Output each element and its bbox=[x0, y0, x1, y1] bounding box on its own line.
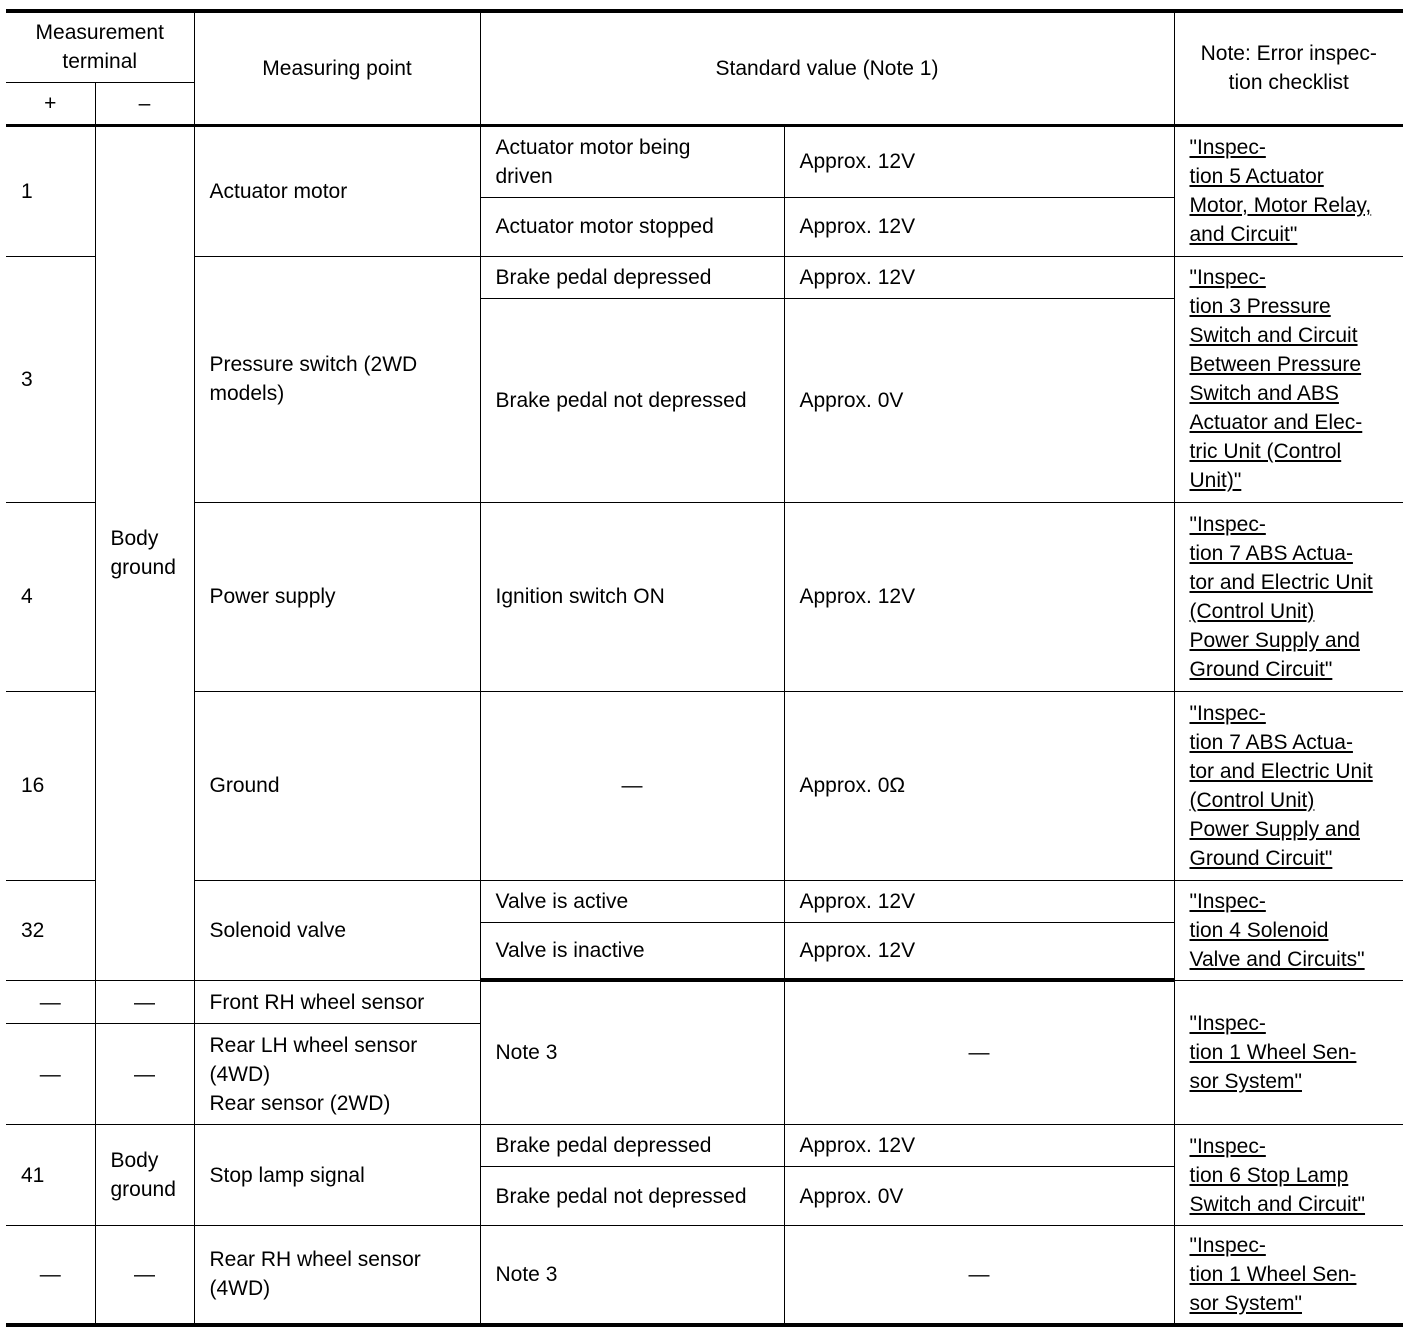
terminal-front-rh-minus: — bbox=[95, 981, 194, 1024]
checklist-link-inspection-1-b[interactable] bbox=[1174, 1226, 1403, 1325]
header-standard-value: Standard value (Note 1) bbox=[480, 11, 1174, 125]
header-minus-terminal: – bbox=[95, 82, 194, 125]
value-rear-rh-none: — bbox=[784, 1226, 1174, 1325]
terminal-rear-lh-plus: — bbox=[6, 1024, 95, 1125]
header-note-checklist: Note: Error inspec- tion checklist bbox=[1174, 11, 1403, 125]
measuring-point-actuator-motor: Actuator motor bbox=[194, 125, 480, 256]
body-ground-41: Body ground bbox=[95, 1125, 194, 1226]
header-measuring-point: Measuring point bbox=[194, 11, 480, 125]
condition-stop-brake-not-depressed: Brake pedal not depressed bbox=[480, 1167, 784, 1226]
value-actuator-stopped: Approx. 12V bbox=[784, 197, 1174, 256]
terminal-rear-lh-minus: — bbox=[95, 1024, 194, 1125]
measuring-point-rear-lh-wheel-sensor: Rear LH wheel sensor (4WD) Rear sensor (2WD) bbox=[194, 1024, 480, 1125]
inspection-7-link-a[interactable]: "Inspec- tion 7 ABS Actua- tor and Electric Unit (Control Unit) Power Supply and Ground Circuit" bbox=[1189, 512, 1373, 681]
value-valve-inactive: Approx. 12V bbox=[784, 922, 1174, 980]
terminal-front-rh-plus: — bbox=[6, 981, 95, 1024]
value-ground: Approx. 0Ω bbox=[784, 691, 1174, 880]
header-measurement-terminal: Measurement terminal bbox=[6, 11, 194, 82]
measuring-point-rear-rh-wheel-sensor: Rear RH wheel sensor (4WD) bbox=[194, 1226, 480, 1325]
checklist-link-inspection-1-a[interactable] bbox=[1174, 981, 1403, 1125]
inspection-1-link-b[interactable]: "Inspec- tion 1 Wheel Sen- sor System" bbox=[1189, 1233, 1357, 1315]
condition-brake-depressed: Brake pedal depressed bbox=[480, 256, 784, 298]
inspection-1-link-a[interactable]: "Inspec- tion 1 Wheel Sen- sor System" bbox=[1189, 1012, 1357, 1093]
inspection-4-link[interactable]: "Inspec- tion 4 Solenoid Valve and Circuits" bbox=[1189, 889, 1365, 971]
condition-rear-rh-note-3: Note 3 bbox=[480, 1226, 784, 1325]
condition-actuator-driven: Actuator motor being driven bbox=[480, 125, 784, 197]
terminal-inspection-table-lower bbox=[6, 980, 1403, 1327]
condition-ignition-on: Ignition switch ON bbox=[480, 502, 784, 691]
terminal-rear-rh-plus: — bbox=[6, 1226, 95, 1325]
terminal-1: 1 bbox=[6, 125, 95, 256]
checklist-link-inspection-4[interactable] bbox=[1174, 880, 1403, 980]
measuring-point-stop-lamp: Stop lamp signal bbox=[194, 1125, 480, 1226]
measuring-point-solenoid-valve: Solenoid valve bbox=[194, 880, 480, 980]
inspection-6-link[interactable]: "Inspec- tion 6 Stop Lamp Switch and Circuit" bbox=[1189, 1134, 1366, 1216]
inspection-3-link[interactable]: "Inspec- tion 3 Pressure Switch and Circuit Between Pressure Switch and ABS Actuator and Elec- tric Unit (Control Unit)" bbox=[1189, 266, 1363, 492]
condition-wheel-note-3: Note 3 bbox=[480, 981, 784, 1125]
condition-valve-inactive: Valve is inactive bbox=[480, 922, 784, 980]
checklist-link-inspection-7-a[interactable] bbox=[1174, 502, 1403, 691]
measuring-point-power-supply: Power supply bbox=[194, 502, 480, 691]
header-plus-terminal: + bbox=[6, 82, 95, 125]
condition-ground-none: — bbox=[480, 691, 784, 880]
body-ground-cell: Body ground bbox=[95, 125, 194, 980]
inspection-7-link-b[interactable]: "Inspec- tion 7 ABS Actua- tor and Electric Unit (Control Unit) Power Supply and Ground Circuit" bbox=[1189, 701, 1373, 870]
checklist-link-inspection-3[interactable] bbox=[1174, 256, 1403, 502]
value-power-supply: Approx. 12V bbox=[784, 502, 1174, 691]
measuring-point-ground: Ground bbox=[194, 691, 480, 880]
value-actuator-driven: Approx. 12V bbox=[784, 125, 1174, 197]
condition-brake-not-depressed: Brake pedal not depressed bbox=[480, 298, 784, 502]
inspection-5-link[interactable]: "Inspec- tion 5 Actuator Motor, Motor Relay, and Circuit" bbox=[1189, 136, 1372, 246]
terminal-41: 41 bbox=[6, 1125, 95, 1226]
value-stop-brake-not-depressed: Approx. 0V bbox=[784, 1167, 1174, 1226]
inspection-table-lower bbox=[6, 980, 1403, 1327]
measuring-point-front-rh-wheel-sensor: Front RH wheel sensor bbox=[194, 981, 480, 1024]
checklist-link-inspection-5[interactable] bbox=[1174, 125, 1403, 256]
value-wheel-none: — bbox=[784, 981, 1174, 1125]
terminal-32: 32 bbox=[6, 880, 95, 980]
value-brake-depressed: Approx. 12V bbox=[784, 256, 1174, 298]
terminal-3: 3 bbox=[6, 256, 95, 502]
checklist-link-inspection-6[interactable] bbox=[1174, 1125, 1403, 1226]
value-stop-brake-depressed: Approx. 12V bbox=[784, 1125, 1174, 1167]
condition-valve-active: Valve is active bbox=[480, 880, 784, 922]
condition-stop-brake-depressed: Brake pedal depressed bbox=[480, 1125, 784, 1167]
value-valve-active: Approx. 12V bbox=[784, 880, 1174, 922]
measuring-point-pressure-switch: Pressure switch (2WD models) bbox=[194, 256, 480, 502]
terminal-rear-rh-minus: — bbox=[95, 1226, 194, 1325]
terminal-4: 4 bbox=[6, 502, 95, 691]
value-brake-not-depressed: Approx. 0V bbox=[784, 298, 1174, 502]
checklist-link-inspection-7-b[interactable] bbox=[1174, 691, 1403, 880]
condition-actuator-stopped: Actuator motor stopped bbox=[480, 197, 784, 256]
terminal-16: 16 bbox=[6, 691, 95, 880]
inspection-table-container bbox=[6, 9, 1403, 982]
terminal-inspection-table bbox=[6, 9, 1403, 982]
